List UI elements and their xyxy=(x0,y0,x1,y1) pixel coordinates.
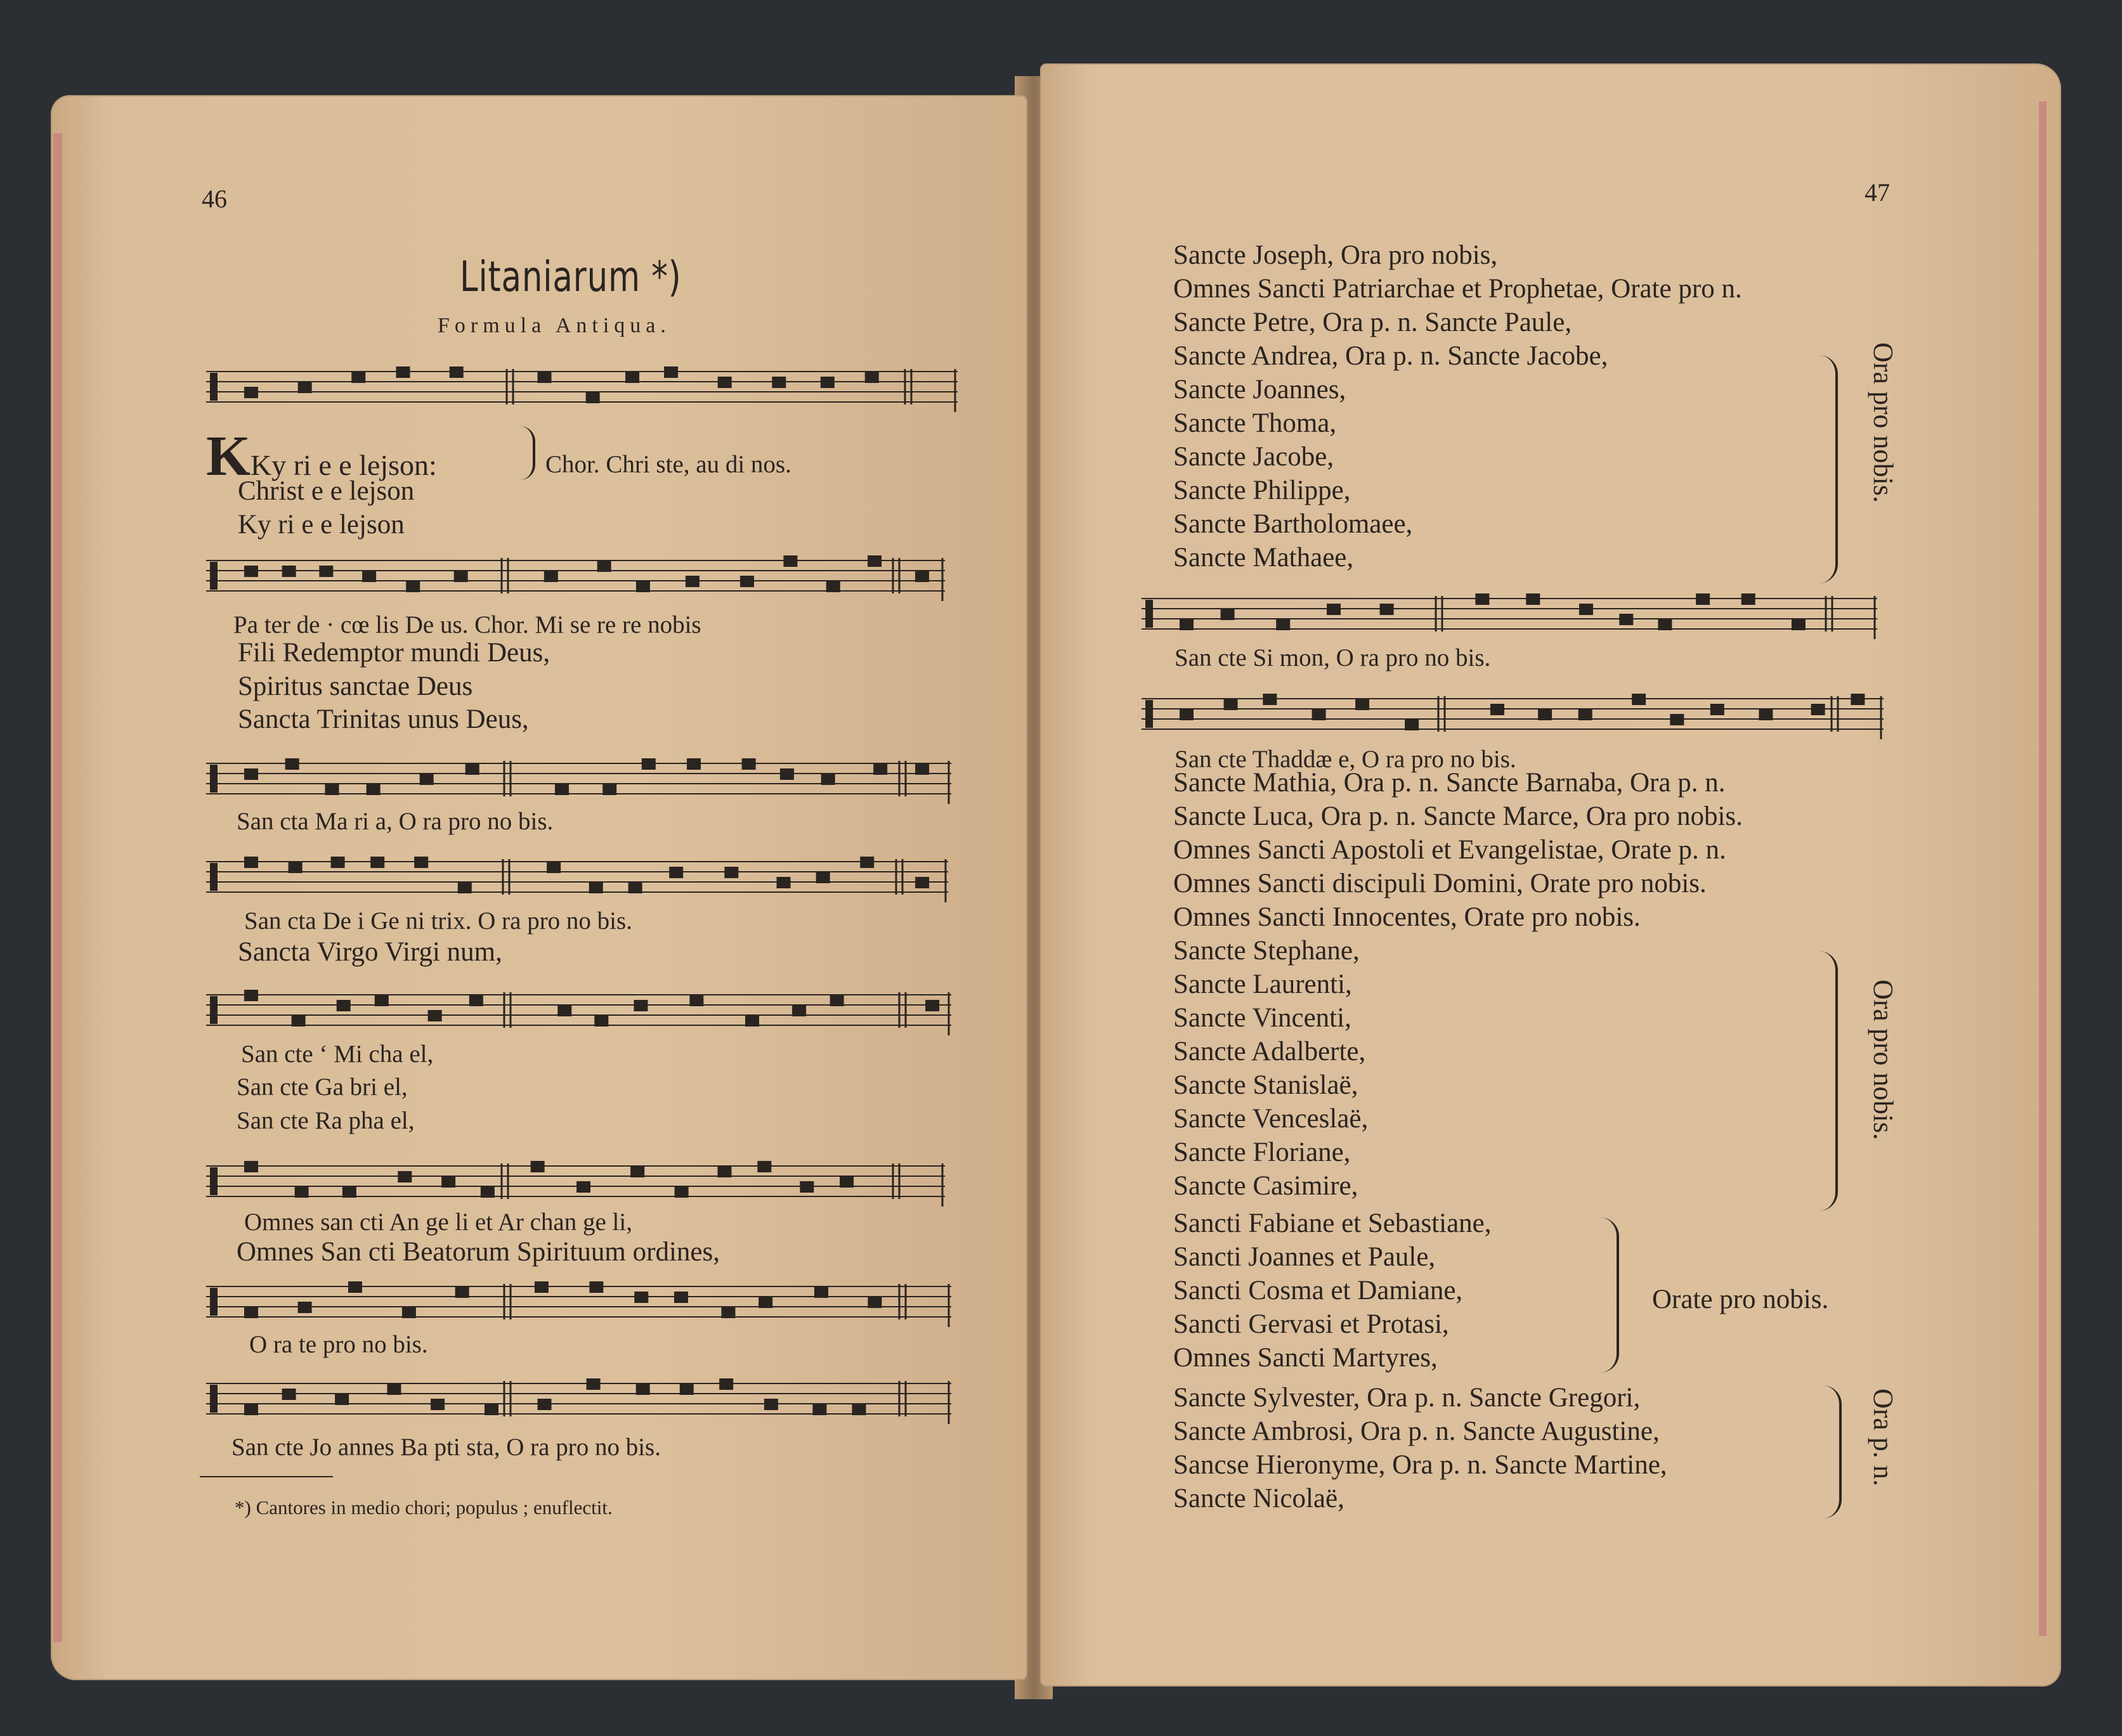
lyric-gabriel: San cte Ga bri el, xyxy=(237,1073,408,1101)
brace-label-2: Ora pro nobis. xyxy=(1868,980,1899,1140)
saint-line: Sancte Nicolaë, xyxy=(1173,1484,1344,1513)
brace-martyrs-2 xyxy=(1595,1217,1619,1373)
saint-line: Omnes Sancti Apostoli et Evangelistae, Orate p. n. xyxy=(1173,835,1726,865)
saint-line: Sancte Mathaee, xyxy=(1173,543,1354,573)
lyric-kyrie: KKy ri e e lejson: xyxy=(206,425,437,488)
lyric-thaddaee: San cte Thaddæ e, O ra pro no bis. xyxy=(1175,746,1516,773)
saint-line: Sancti Joannes et Paule, xyxy=(1173,1242,1436,1272)
page-title: Litaniarum *) xyxy=(460,252,682,301)
music-staff-4 xyxy=(206,853,948,904)
saint-line: Sancte Thoma, xyxy=(1173,408,1337,438)
music-staff-3 xyxy=(206,755,951,805)
saint-line: Sancse Hieronyme, Ora p. n. Sancte Martine, xyxy=(1173,1450,1667,1480)
saint-line: Omnes Sancti Patriarchae et Prophetae, Orate pro n. xyxy=(1173,274,1742,304)
saint-line: Sancte Luca, Ora p. n. Sancte Marce, Ora pro nobis. xyxy=(1173,801,1743,831)
brace-label-3: Orate pro nobis. xyxy=(1652,1285,1829,1314)
saint-line: Sancte Andrea, Ora p. n. Sancte Jacobe, xyxy=(1173,341,1608,371)
text-beatorum: Omnes San cti Beatorum Spirituum ordines, xyxy=(237,1237,720,1267)
brace-confessors xyxy=(1820,1385,1842,1519)
saint-line: Sancte Adalberte, xyxy=(1173,1037,1366,1066)
saint-line: Sancte Bartholomaee, xyxy=(1173,509,1413,539)
music-staff-6 xyxy=(206,1157,945,1208)
saint-line: Sancte Stanislaë, xyxy=(1173,1070,1358,1100)
footnote: *) Cantores in medio chori; populus ; enuflectit. xyxy=(235,1496,613,1519)
lyric-kyrie-2: Ky ri e e lejson xyxy=(238,510,405,540)
text-trinitas: Sancta Trinitas unus Deus, xyxy=(238,704,529,734)
lyric-christ: Christ e e lejson xyxy=(238,476,415,506)
saint-line: Sancte Jacobe, xyxy=(1173,442,1334,472)
left-page-number: 46 xyxy=(202,185,227,213)
lyric-joannes-baptista: San cte Jo annes Ba pti sta, O ra pro no bis. xyxy=(231,1434,661,1461)
saint-line: Omnes Sancti Innocentes, Orate pro nobis. xyxy=(1173,902,1641,932)
text-sancta-virgo: Sancta Virgo Virgi num, xyxy=(238,937,502,967)
saint-line: Sancti Cosma et Damiane, xyxy=(1173,1276,1463,1305)
saint-line: Sancte Mathia, Ora p. n. Sancte Barnaba, Ora p. n. xyxy=(1173,768,1726,798)
brace-martyrs-1 xyxy=(1814,951,1838,1211)
saint-line: Sancte Laurenti, xyxy=(1173,969,1352,999)
music-staff-simon xyxy=(1142,590,1877,640)
lyric-dei-genitrix: San cta De i Ge ni trix. O ra pro no bis. xyxy=(244,907,632,935)
saint-line: Sancti Fabiane et Sebastiane, xyxy=(1173,1208,1492,1238)
music-staff-thaddaee xyxy=(1142,690,1884,741)
footnote-rule xyxy=(200,1476,333,1477)
saint-line: Sancti Gervasi et Protasi, xyxy=(1173,1309,1449,1339)
kyrie-brace xyxy=(520,426,535,480)
music-staff-7 xyxy=(206,1278,951,1328)
music-staff-2 xyxy=(206,552,945,602)
lyric-michael: San cte ‘ Mi cha el, xyxy=(241,1040,434,1068)
lyric-angeli: Omnes san cti An ge li et Ar chan ge li, xyxy=(244,1208,632,1236)
right-page-red-edge xyxy=(2039,101,2047,1636)
saint-line: Sancte Joseph, Ora pro nobis, xyxy=(1173,240,1498,270)
lyric-christe: Chor. Chri ste, au di nos. xyxy=(545,451,791,478)
saint-line: Sancte Sylvester, Ora p. n. Sancte Gregori, xyxy=(1173,1383,1641,1413)
text-spiritus: Spiritus sanctae Deus xyxy=(238,671,473,701)
page-subtitle: Formula Antiqua. xyxy=(438,314,671,337)
left-page-red-edge xyxy=(53,133,62,1642)
music-staff-1 xyxy=(206,363,958,413)
saint-line: Sancte Joannes, xyxy=(1173,375,1346,405)
saint-line: Sancte Venceslaë, xyxy=(1173,1104,1369,1134)
right-page-number: 47 xyxy=(1865,178,1890,207)
saint-line: Sancte Casimire, xyxy=(1173,1171,1358,1201)
lyric-orate: O ra te pro no bis. xyxy=(249,1331,428,1358)
music-staff-5 xyxy=(206,986,951,1037)
text-fili: Fili Redemptor mundi Deus, xyxy=(238,638,550,668)
saint-line: Sancte Floriane, xyxy=(1173,1137,1351,1167)
saint-line: Sancte Stephane, xyxy=(1173,936,1360,966)
lyric-simon: San cte Si mon, O ra pro no bis. xyxy=(1175,644,1491,671)
saint-line: Sancte Vincenti, xyxy=(1173,1003,1351,1033)
lyric-sancta-maria: San cta Ma ri a, O ra pro no bis. xyxy=(237,808,554,835)
saint-line: Omnes Sancti Martyres, xyxy=(1173,1343,1438,1373)
lyric-pater: Pa ter de · cœ lis De us. Chor. Mi se re re nobis xyxy=(233,611,701,638)
brace-apostles xyxy=(1814,355,1838,583)
saint-line: Sancte Ambrosi, Ora p. n. Sancte Augustine, xyxy=(1173,1416,1660,1446)
saint-line: Omnes Sancti discipuli Domini, Orate pro nobis. xyxy=(1173,869,1707,898)
brace-label-1: Ora pro nobis. xyxy=(1868,342,1899,503)
saint-line: Sancte Petre, Ora p. n. Sancte Paule, xyxy=(1173,308,1572,337)
music-staff-8 xyxy=(206,1375,951,1425)
brace-label-4: Ora p. n. xyxy=(1868,1389,1899,1486)
saint-line: Sancte Philippe, xyxy=(1173,476,1351,505)
lyric-raphael: San cte Ra pha el, xyxy=(237,1107,415,1134)
